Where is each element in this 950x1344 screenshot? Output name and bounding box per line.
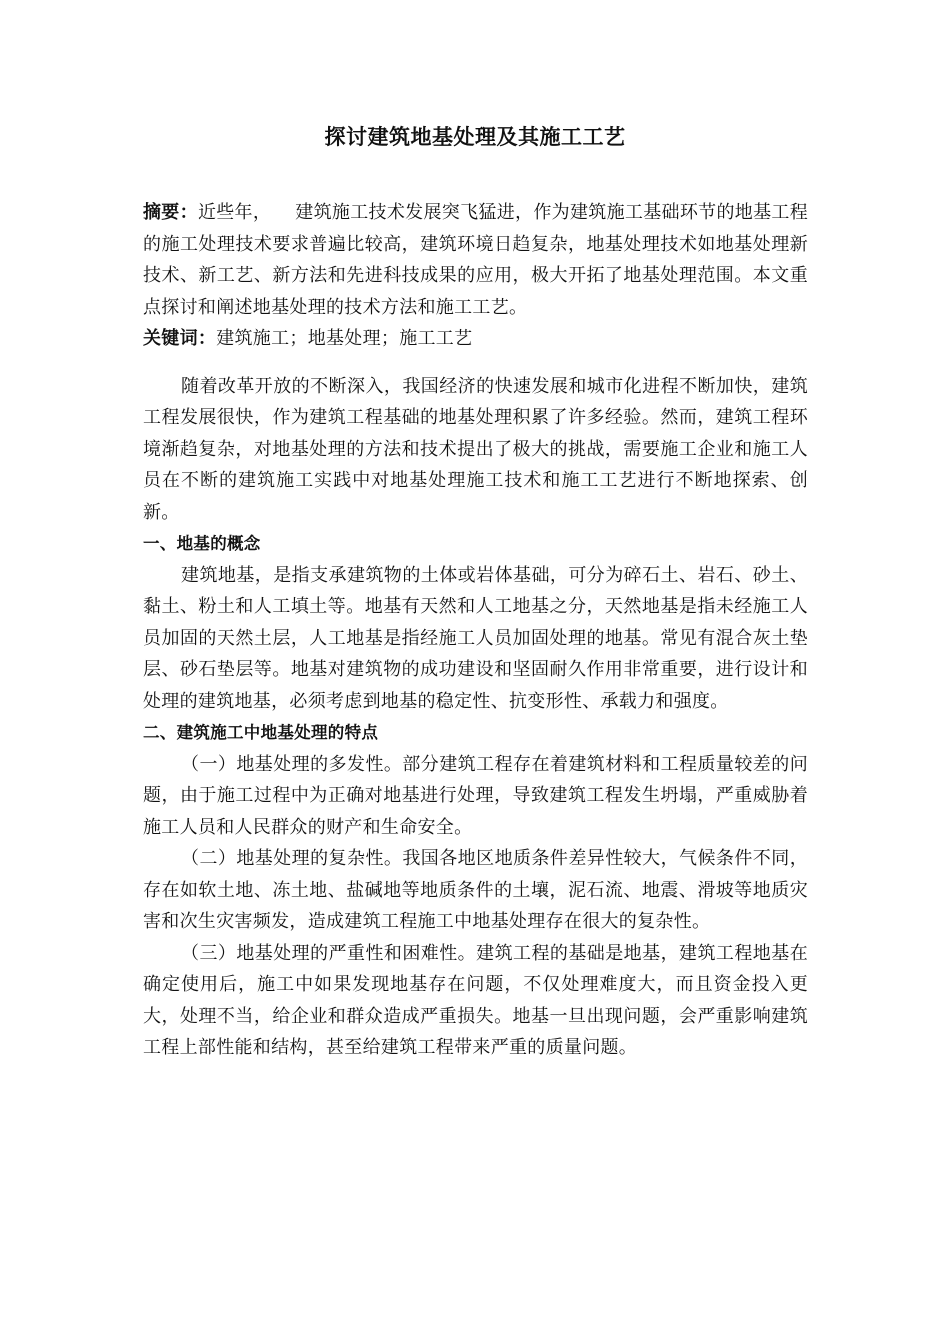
section-2-heading: 二、建筑施工中地基处理的特点 bbox=[143, 723, 379, 742]
abstract-paragraph bbox=[143, 197, 808, 323]
section-1-paragraph: 建筑地基，是指支承建筑物的土体或岩体基础，可分为碎石土、岩石、砂土、黏土、粉土和人工填土等。地基有天然和人工地基之分，天然地基是指未经施工人员加固的天然土层，人工地基是指经施工人员加固处理的地基。常见有混合灰土垫层、砂石垫层等。地基对建筑物的成功建设和坚固耐久作用非常重要，进行设计和处理的建筑地基，必须考虑到地基的稳定性、抗变形性、承载力和强度。 bbox=[143, 564, 808, 712]
section-1-heading: 一、地基的概念 bbox=[143, 534, 261, 553]
document-title: 探讨建筑地基处理及其施工工艺 bbox=[324, 125, 626, 149]
keywords-paragraph bbox=[143, 323, 808, 355]
section-2-paragraph-1: （一）地基处理的多发性。部分建筑工程存在着建筑材料和工程质量较差的问题，由于施工过程中为正确对地基进行处理，导致建筑工程发生坍塌，严重威胁着施工人员和人民群众的财产和生命安全。 bbox=[143, 753, 808, 838]
section-2-paragraph-2: （二）地基处理的复杂性。我国各地区地质条件差异性较大，气候条件不同，存在如软土地、冻土地、盐碱地等地质条件的土壤，泥石流、地震、滑坡等地质灾害和次生灾害频发，造成建筑工程施工中地基处理存在很大的复杂性。 bbox=[143, 848, 808, 932]
keywords-label: 关键词： bbox=[143, 328, 217, 349]
section-spacer bbox=[143, 355, 808, 371]
abstract-text: 近些年， 建筑施工技术发展突飞猛进，作为建筑施工基础环节的地基工程的施工处理技术要求普遍比较高，建筑环境日趋复杂，地基处理技术如地基处理新技术、新工艺、新方法和先进科技成果的应用，极大开拓了地基处理范围。本文重点探讨和阐述地基处理的技术方法和施工工艺。 bbox=[143, 202, 808, 318]
keywords-text: 建筑施工；地基处理；施工工艺 bbox=[216, 328, 473, 349]
document-body bbox=[143, 197, 808, 1064]
intro-paragraph: 随着改革开放的不断深入，我国经济的快速发展和城市化进程不断加快，建筑工程发展很快，作为建筑工程基础的地基处理积累了许多经验。然而，建筑工程环境渐趋复杂，对地基处理的方法和技术提出了极大的挑战，需要施工企业和施工人员在不断的建筑施工实践中对地基处理施工技术和施工工艺进行不断地探索、创新。 bbox=[143, 375, 808, 523]
abstract-label: 摘要： bbox=[143, 202, 198, 223]
section-2-paragraph-3: （三）地基处理的严重性和困难性。建筑工程的基础是地基，建筑工程地基在确定使用后，施工中如果发现地基存在问题，不仅处理难度大，而且资金投入更大，处理不当，给企业和群众造成严重损失。地基一旦出现问题，会严重影响建筑工程上部性能和结构，甚至给建筑工程带来严重的质量问题。 bbox=[143, 942, 808, 1058]
